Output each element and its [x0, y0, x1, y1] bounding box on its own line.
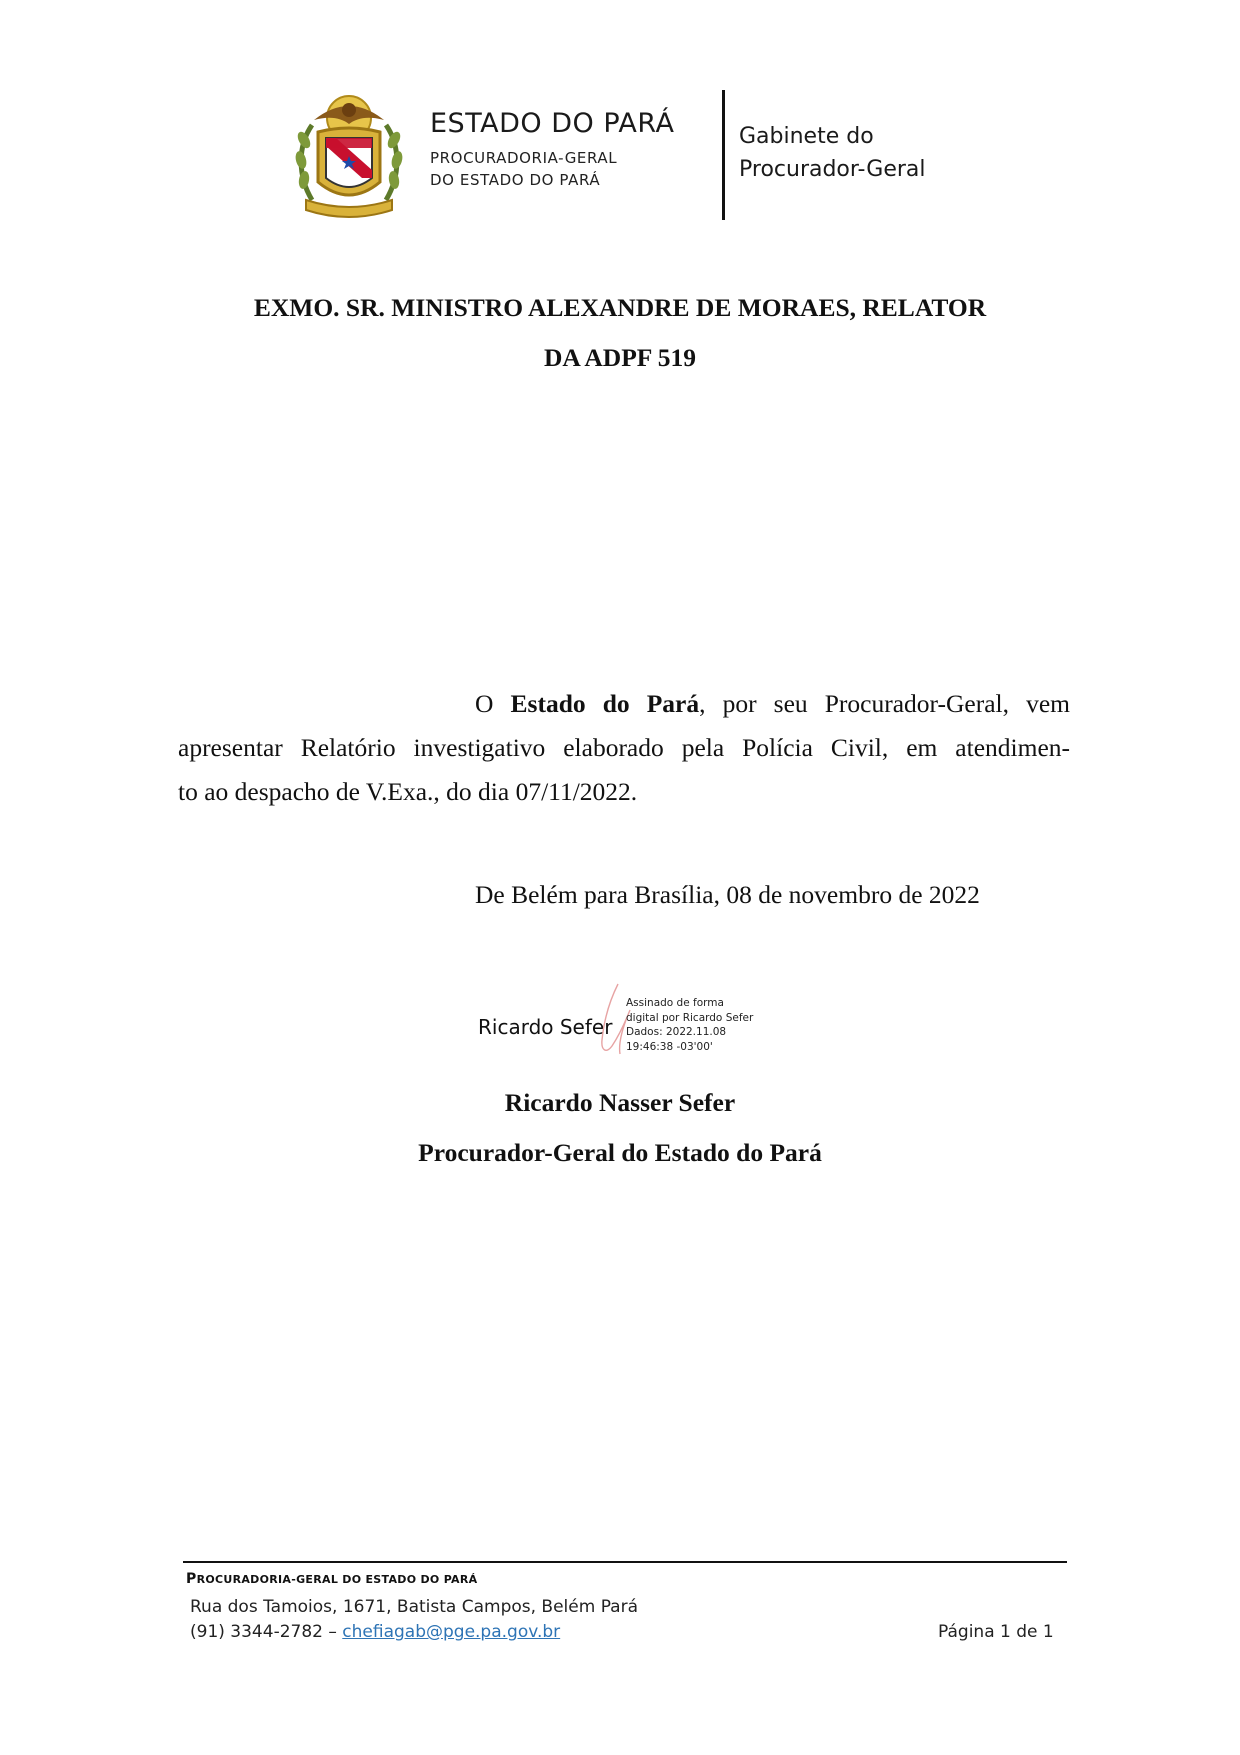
addressee-line2: DA ADPF 519	[543, 343, 697, 372]
office-name-line2: Procurador-Geral	[739, 157, 926, 182]
state-coat-of-arms-logo	[292, 90, 406, 222]
footer-contact	[190, 1622, 560, 1642]
addressee-block	[150, 283, 1090, 383]
body-entity: Estado do Pará	[510, 689, 700, 718]
body-line-2: apresentar Relatório investigativo elaborado pela Polícia Civil, em atendimen-	[178, 733, 1070, 762]
footer-phone: (91) 3344-2782 –	[190, 1622, 343, 1642]
body-paragraph	[178, 682, 1070, 814]
digital-signature-name: Ricardo Sefer	[478, 1015, 613, 1039]
footer-org-rest: ROCURADORIA-GERAL DO ESTADO DO PARÁ	[196, 1573, 478, 1586]
signature-detail-line: Dados: 2022.11.08	[626, 1026, 727, 1038]
signer-block	[150, 1078, 1090, 1178]
digital-signature-details	[626, 996, 753, 1054]
header-divider	[722, 90, 725, 220]
letterhead	[292, 90, 972, 225]
footer-address: Rua dos Tamoios, 1671, Batista Campos, Belém Pará	[190, 1597, 639, 1617]
signature-detail-line: digital por Ricardo Sefer	[626, 1011, 754, 1024]
body-opening: O	[475, 689, 511, 718]
letterhead-brand	[430, 108, 674, 191]
office-name	[739, 120, 926, 186]
office-name-line1: Gabinete do	[739, 124, 874, 149]
signer-title: Procurador-Geral do Estado do Pará	[418, 1138, 822, 1167]
footer-organization	[186, 1571, 477, 1587]
page-number: Página 1 de 1	[938, 1622, 1054, 1642]
footer-org-initial: P	[186, 1571, 197, 1587]
body-line-3: to ao despacho de V.Exa., do dia 07/11/2022.	[178, 777, 638, 806]
agency-name-line2: DO ESTADO DO PARÁ	[430, 171, 601, 189]
signature-detail-line: Assinado de forma	[626, 997, 724, 1009]
addressee-line1: EXMO. SR. MINISTRO ALEXANDRE DE MORAES, RELATOR	[253, 293, 987, 322]
signer-name: Ricardo Nasser Sefer	[504, 1088, 736, 1117]
signature-detail-line: 19:46:38 -03'00'	[626, 1040, 713, 1053]
state-title: ESTADO DO PARÁ	[430, 108, 675, 139]
digital-signature[interactable]	[478, 980, 778, 1060]
footer-divider	[183, 1561, 1067, 1563]
footer-email-link[interactable]: chefiagab@pge.pa.gov.br	[342, 1622, 561, 1642]
body-line-1	[178, 682, 1070, 726]
agency-name-line1: PROCURADORIA-GERAL	[430, 149, 618, 167]
body-line1-rest: , por seu Procurador-Geral, vem	[699, 689, 1071, 718]
place-date-line: De Belém para Brasília, 08 de novembro de 2022	[475, 880, 980, 909]
